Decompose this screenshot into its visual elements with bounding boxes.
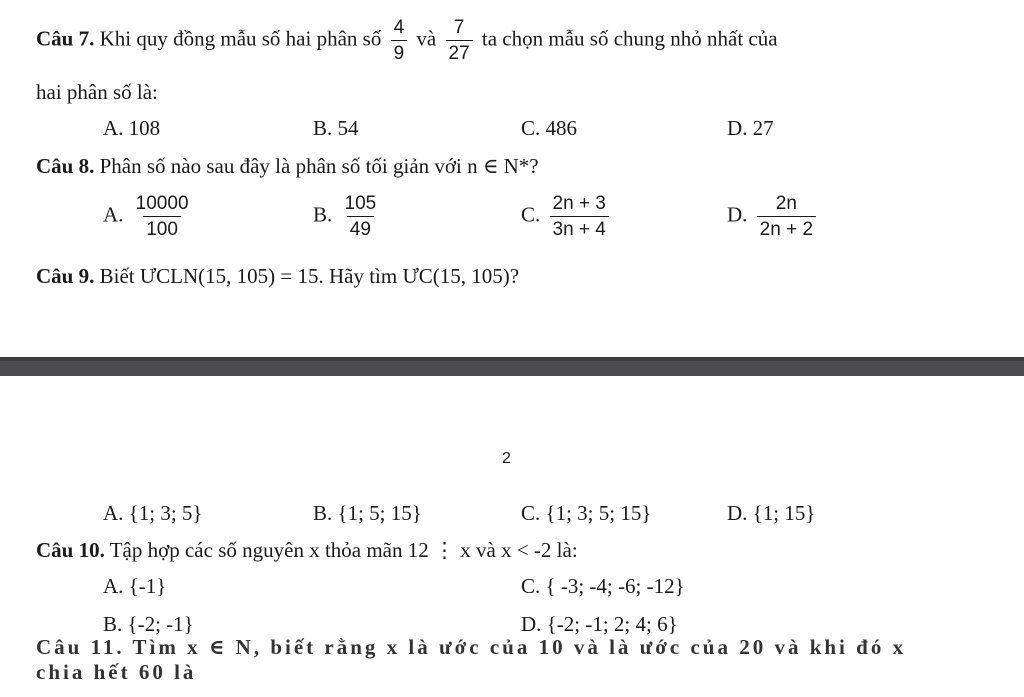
fraction: $\frac{105}{49}$ <box>344 193 377 240</box>
question-7-text: Khi quy đồng mẫu số hai phân số <box>99 26 382 51</box>
question-8-label: Câu 8. <box>36 154 95 178</box>
conjunction: và <box>416 26 437 51</box>
question-11-partial: Câu 11. Tìm x ∈ N, biết rằng x là ước của 10 và là ước của 20 và khi đó x chia hết 60 là <box>36 635 907 684</box>
q10-option-c: C. { -3; -4; -6; -12} <box>521 574 685 598</box>
q10-option-d: D. {-2; -1; 2; 4; 6} <box>521 612 678 636</box>
question-10-label: Câu 10. <box>36 538 105 562</box>
fraction: $\frac{10000}{100}$ <box>135 193 189 240</box>
page-separator-edge <box>0 357 1024 361</box>
question-7-line2: hai phân số là: <box>36 80 158 104</box>
q7-option-b: B. 54 <box>313 116 359 140</box>
question-10 <box>36 538 578 563</box>
question-7-label: Câu 7. <box>36 26 95 51</box>
question-8 <box>36 154 539 179</box>
q7-option-d: D. 27 <box>727 116 774 140</box>
q8-option-c: C. $\frac{2n + 3}{3n + 4}$ <box>521 194 613 239</box>
question-10-text: Tập hợp các số nguyên x thỏa mãn 12 ⋮ x và x < -2 là: <box>109 538 578 562</box>
q7-option-c: C. 486 <box>521 116 578 140</box>
question-8-text: Phân số nào sau đây là phân số tối giản với n ∈ N*? <box>99 154 539 178</box>
q8-option-a: A. $\frac{10000}{100}$ <box>103 194 196 239</box>
q7-option-a: A. 108 <box>103 116 161 140</box>
q9-option-a: A. {1; 3; 5} <box>103 501 203 525</box>
fraction: $\frac{2n + 3}{3n + 4}$ <box>550 194 609 239</box>
fraction: $\frac{2n}{2n + 2}$ <box>757 194 816 239</box>
question-7-line1 <box>36 18 778 63</box>
q8-option-b: B. $\frac{105}{49}$ <box>313 194 383 239</box>
page-number: 2 <box>502 450 511 467</box>
question-9-text: Biết ƯCLN(15, 105) = 15. Hãy tìm ƯC(15, 105)? <box>99 264 520 288</box>
q10-option-b: B. {-2; -1} <box>103 612 194 636</box>
question-7-text-cont: ta chọn mẫu số chung nhỏ nhất của <box>481 26 778 51</box>
q9-option-c: C. {1; 3; 5; 15} <box>521 501 652 525</box>
q8-option-d: D. $\frac{2n}{2n + 2}$ <box>727 194 820 239</box>
fraction-7-27: $\frac{7}{27}$ <box>446 18 473 63</box>
q9-option-d: D. {1; 15} <box>727 501 816 525</box>
q9-option-b: B. {1; 5; 15} <box>313 501 422 525</box>
question-9 <box>36 264 519 289</box>
question-9-label: Câu 9. <box>36 264 95 288</box>
fraction-4-9: $\frac{4}{9}$ <box>391 18 408 63</box>
q10-option-a: A. {-1} <box>103 574 167 598</box>
